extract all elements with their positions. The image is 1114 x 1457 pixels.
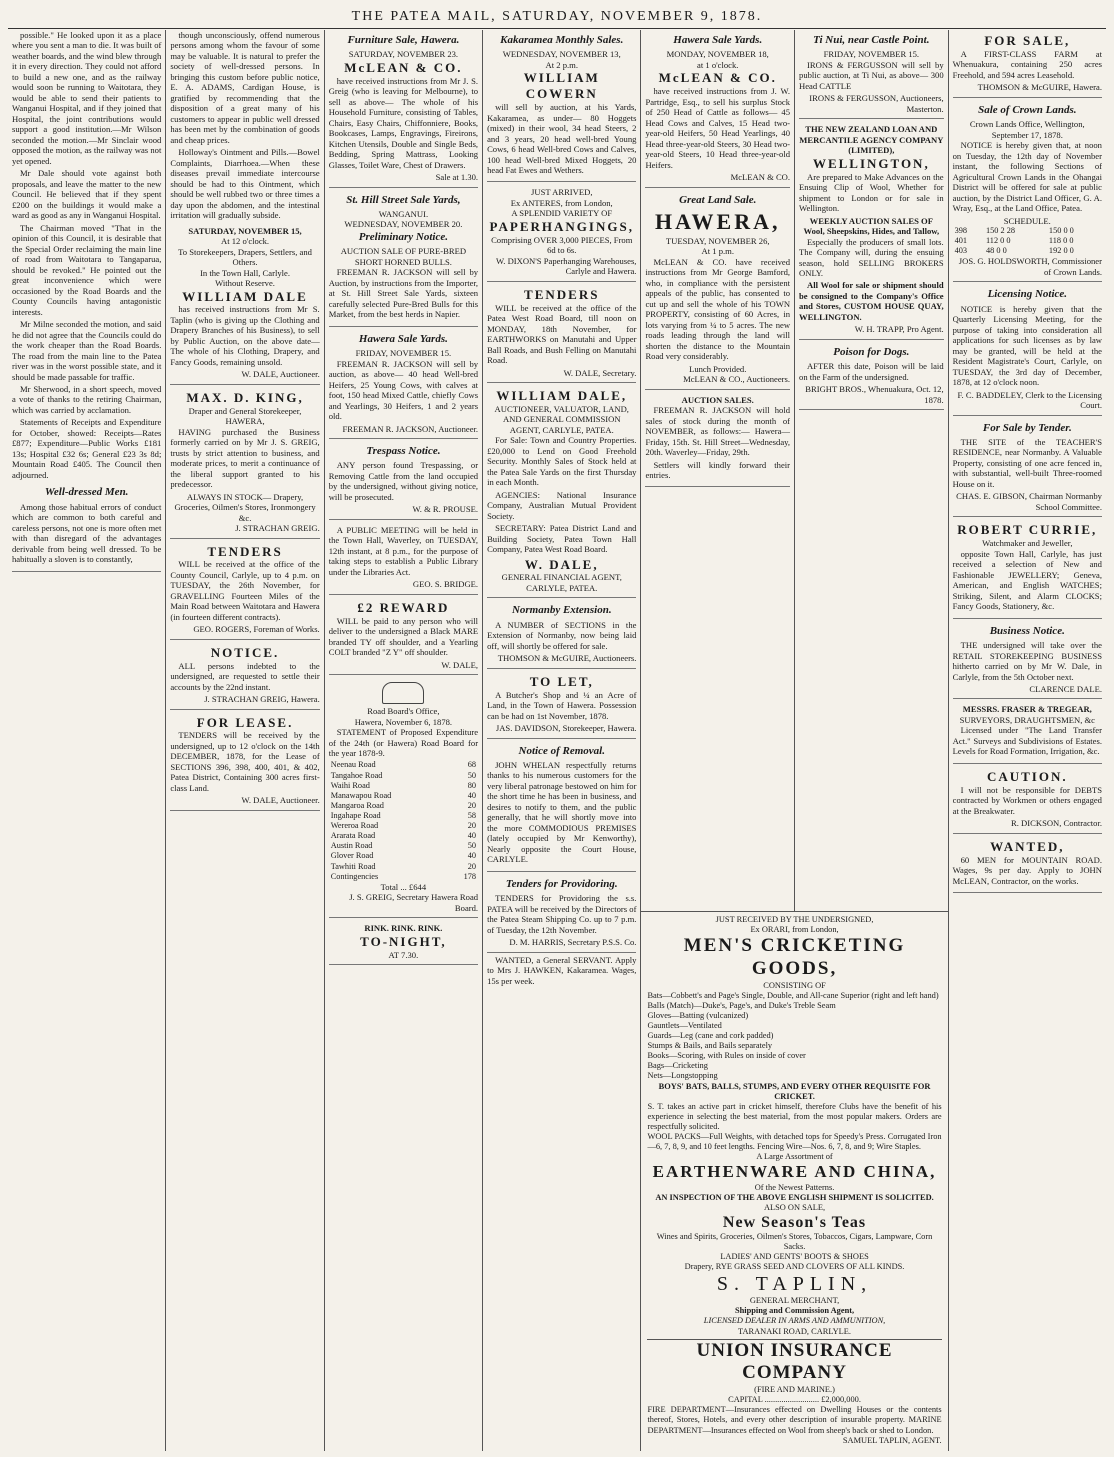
ad-heading: Business Notice. [989, 624, 1065, 637]
ad-heading: Sale of Crown Lands. [978, 103, 1077, 116]
ad-body: A PUBLIC MEETING will be held in the Town Hall, Waverley, on TUESDAY, 12th instant, at 8 p.m., for the purpose of taking steps to establish a Public Library under the Libraries Act. [328, 524, 479, 577]
ad-body: have received instructions from Mr J. S. Greig (who is leaving for Melbourne), to sell as above— The whole of his Household Furniture, consisting of Tables, Chairs, Easy Chairs, Chiffonniere, Books, Bookcases, Lamps, Engravings, Fireirons, Kitchen Utensils, Double and Single Beds, Bedding, Spring Mattrass, Looking Glasses, Toilet Ware, Chest of Drawers. [328, 75, 479, 170]
ad-body: I will not be responsible for DEBTS contracted by Workmen or others engaged at the Breakwater. [952, 784, 1102, 816]
ad-body: Comprising OVER 3,000 PIECES, From 6d to 6s. [491, 234, 633, 256]
column-3 [325, 30, 483, 1451]
column-2 [166, 30, 324, 1451]
ad-heading: Trespass Notice. [366, 445, 441, 458]
king-ad [170, 387, 319, 539]
ad-signature: W. DIXON'S Paperhanging Warehouses, Carlyle and Hawera. [495, 255, 637, 277]
great-land-sale-ad [645, 190, 790, 390]
ad-body: NOTICE is hereby given that, at noon on Tuesday, the 12th day of November instant, the following Sections of Agricultural Crown Lands in the Ohangai District will be offered for sale at public auction, by the District Land Officer, G. A. Wray, Esq., at the Land Office, Patea. [952, 140, 1102, 214]
banner-note: FIRE DEPARTMENT—Insurances effected on Dwelling Houses or the contents thereof, Stores, Hotels, and every other description of insurable property. MARINE DEPARTMENT—Insurances effected on Wool from sheep's back or shed to London. [647, 1405, 942, 1435]
ad-body: FREEMAN R. JACKSON will sell by auction, as above— 40 head Well-bred Heifers, 25 Young Cows, with calves at foot, 150 head Mixed Cattle, chiefly Cows and Yearlings, 30 Heifers, 1 and 2 years old. [328, 358, 479, 422]
dale-sale-ad [170, 223, 319, 385]
ad-heading: FOR LEASE. [196, 714, 294, 730]
caution-ad [953, 766, 1102, 834]
rink-ad [329, 920, 478, 965]
column-4 [483, 30, 641, 1451]
currie-ad [953, 519, 1102, 618]
ad-body: A Butcher's Shop and ¼ an Acre of Land, in the Town of Hawera. Possession can be had on 1st November, 1878. [487, 689, 637, 721]
road-name: Glover Road [330, 851, 374, 861]
ad-signature: W. DALE, Secretary. [563, 367, 637, 378]
ad-heading: Road Board's Office, [367, 706, 440, 717]
ad-signature: R. DICKSON, Contractor. [1011, 818, 1102, 829]
table-row [329, 872, 478, 882]
table-row [329, 771, 478, 781]
servant-ad: WANTED, a General SERVANT. Apply to Mrs J. HAWKEN, Kakaramea. Wages, 15s per week. [487, 954, 637, 986]
ad-body: SECRETARY: Patea District Land and Building Society, Patea Town Hall Company, Patea West Road Board. [487, 523, 637, 555]
ad-heading: FOR SALE, [984, 33, 1071, 48]
ad-feature: HAWERA, [654, 209, 781, 234]
banner-line: BOYS' BATS, BALLS, STUMPS, AND EVERY OTHER REQUISITE FOR CRICKET. [658, 1081, 931, 1101]
road-name: Neenau Road [330, 760, 376, 770]
ad-signature: GEO. ROGERS, Foreman of Works. [193, 624, 320, 635]
column-6 [795, 30, 948, 911]
ad-heading: Tenders for Providoring. [505, 877, 618, 890]
trespass-ad [329, 441, 478, 520]
road-amount: 50 [467, 841, 477, 851]
ad-body: WILL be received at the office of the Patea West Road Board, till noon on MONDAY, 18th November, for EARTHWORKS on Manutahi and Upper Ball Roads, and Bush Felling on Manutahi Road. [487, 302, 637, 366]
article-paragraph: Statements of Receipts and Expenditure for October, showed: Receipts—Rates £877; Expenditure—Public Works £181 13s; Hospital £32 6s; General £23 3s 8d; Mountain Road £405. The Council then adjourned. [12, 417, 162, 480]
auctioneer-name: WILLIAM COWERN [523, 70, 600, 102]
meeting-ad [329, 522, 478, 595]
schedule-cell: 150 0 0 [1048, 226, 1074, 236]
cricket-item: Guards—Leg (cane and cork padded) [647, 1031, 774, 1041]
auctioneer-name: McLEAN & CO. [344, 59, 463, 75]
paperhangings-ad [487, 184, 636, 281]
road-amount: 68 [467, 760, 477, 770]
cricket-item: Balls (Match)—Duke's, Page's, and Duke's Treble Seam [647, 1000, 836, 1010]
ad-signature: BRIGHT BROS., Whenuakura, Oct. 12, 1878. [805, 384, 944, 405]
ad-subheading: Ex ANTERES, from London, [510, 197, 613, 208]
cricket-item: Bats—Cobbett's and Page's Single, Double, and All-cane Superior (right and left hand) [647, 990, 939, 1000]
banner-wool: WOOL PACKS—Full Weights, with detached tops for Speedy's Press. Corrugated Iron—6, 7, 8, 9, and 10 feet lengths. Fencing Wire—Nos. 6, 7, 8, and 9; Wire Staples. [647, 1131, 942, 1152]
ad-signature: W. DALE, Auctioneer. [241, 369, 320, 380]
banner-note: S. T. takes an active part in cricket himself, therefore Clubs have the benefit of his experience in selecting the best material, from the most popular makers. Orders are respectfully solicited. [647, 1101, 942, 1131]
auctioneer-name: McLEAN & CO. [658, 70, 777, 86]
sale-time: At 1 p.m. [701, 246, 734, 257]
ad-heading: AUCTION SALES. [681, 394, 754, 405]
road-amount: 20 [467, 800, 477, 810]
ad-heading: Notice of Removal. [518, 744, 605, 757]
ad-heading: WANTED, [990, 838, 1065, 854]
ad-heading: Hawera Sale Yards. [673, 34, 763, 46]
road-name: Mangaroa Road [330, 800, 384, 810]
ad-heading: Preliminary Notice. [358, 230, 448, 243]
ad-body: IRONS & FERGUSSON will sell by public auction, at Ti Nui, as above— 300 Head CATTLE [799, 59, 944, 91]
ad-heading: NOTICE. [210, 644, 280, 660]
ad-signature: JAS. DAVIDSON, Storekeeper, Hawera. [495, 723, 637, 734]
ad-heading: Hawera Sale Yards. [358, 332, 448, 345]
ad-signature: THOMSON & McGUIRE, Auctioneers. [497, 653, 637, 664]
ad-subheading: Hawera, November 6, 1878. [354, 716, 453, 727]
schedule-cell: 403 [954, 246, 968, 256]
ad-signature: W. DALE, [441, 659, 479, 670]
stock-list: ALWAYS IN STOCK— Drapery, Groceries, Oilmen's Stores, Ironmongery &c. [174, 491, 316, 523]
expenditure-table [329, 760, 478, 881]
earthworks-tenders-ad [487, 284, 636, 383]
road-amount: 40 [467, 851, 477, 861]
ad-note: Lunch Provided. [689, 363, 747, 374]
ad-body: Are prepared to Make Advances on the Ensuing Clip of Wool, Whether for shipment to London or for sale in Wellington. [799, 171, 944, 214]
ad-body: McLEAN & CO. have received instructions from Mr George Bamford, who, in compliance with the persistent appeals of the public, has consented to cut up and sell the whole of his TOWN PROPERTY, consisting of 60 Acres, in lots varying from ¼ to 5 acres. The new roads leading through the land will shorten the distance to the Mountain Road very considerably. [645, 256, 791, 362]
schedule-cell: 192 0 0 [1048, 246, 1074, 256]
ad-subheading: WEEKLY AUCTION SALES OF Wool, Sheepskins, Hides, and Tallow, [803, 215, 940, 237]
table-row [329, 831, 478, 841]
banner-intro: JUST RECEIVED BY THE UNDERSIGNED, [715, 915, 874, 925]
st-hill-sale-ad [329, 190, 478, 327]
holloway-ad: Holloway's Ointment and Pills.—Bowel Complaints, Diarrhoea.—When these diseases prevail immediate intercourse should be had to this Ointment, which should be well rubbed two or three times a day upon the abdomen, and the intestinal irritation will gradually subside. [170, 147, 320, 221]
tender-sale-ad [953, 418, 1102, 518]
ad-body: FREEMAN R. JACKSON will hold sales of stock during the month of NOVEMBER, as follows:— Hawera—Friday, 15th. St. Hill Street—Wednesday, 20th. Waverley—Friday, 29th. [645, 405, 791, 458]
ad-heading: Licensing Notice. [987, 288, 1068, 301]
crown-lands-ad [953, 100, 1102, 283]
road-amount: 40 [467, 790, 477, 800]
banner-earthenware: EARTHENWARE AND CHINA, [652, 1162, 937, 1182]
banner-ship: Ex ORARI, from London, [750, 925, 839, 935]
ad-heading: MESSRS. FRASER & TREGEAR, [962, 704, 1092, 715]
notice-ad [170, 642, 319, 710]
ad-heading: Ti Nui, near Castle Point. [813, 34, 930, 46]
tenders-ad [170, 541, 319, 640]
sale-date: FRIDAY, NOVEMBER 15. [355, 348, 452, 359]
banner-union: UNION INSURANCE COMPANY [647, 1339, 941, 1386]
ad-time: AT 7.30. [388, 949, 419, 960]
ad-body: Especially the producers of small lots. The Company will, during the ensuing season, hold SELLING BROKERS ONLY. [799, 236, 944, 278]
business-subtitle: AUCTIONEER, VALUATOR, LAND, AND GENERAL COMMISSION AGENT, CARLYLE, PATEA. [494, 403, 629, 435]
business-name: ROBERT CURRIE, [957, 522, 1098, 538]
banner-line: A Large Assortment of [756, 1152, 833, 1162]
ad-subheading: Crown Lands Office, Wellington, September 17, 1878. [969, 119, 1085, 140]
ad-signature: JOS. G. HOLDSWORTH, Commissioner of Crown Lands. [958, 256, 1102, 277]
cricket-banner-ad [641, 911, 947, 1449]
ad-heading: CAUTION. [986, 768, 1068, 784]
column-1 [8, 30, 166, 1451]
sale-time: at 1 o'clock. [697, 59, 739, 70]
banner-taplin: S. TAPLIN, [716, 1273, 873, 1296]
ad-signature: D. M. HARRIS, Secretary P.S.S. Co. [509, 937, 637, 948]
article-paragraph: The Chairman moved "That in the opinion of this Council, it is desirable that the Special Order reclaiming the main line of road from Waitotara to Tangaparua, should be revoked." He pointed out the great inconvenience which were occasioned by the Road Boards and the County Councils having antagonistic interests. [12, 222, 162, 317]
ad-body: A FIRST-CLASS FARM at Whenuakura, containing 250 acres Freehold, and 594 acres Leasehold. [952, 48, 1102, 80]
lease-ad [170, 712, 319, 811]
table-row [329, 851, 478, 861]
ad-body: TENDERS will be received by the undersigned, up to 12 o'clock on the 14th DECEMBER, 1878, for the Lease of SECTIONS 396, 398, 400, 401, & 402, Patea District, Containing 300 acres first-class Land. [170, 730, 320, 793]
ad-body: opposite Town Hall, Carlyle, has just received a selection of New and Fashionable JEWELLERY; Geneva, American, and English WATCHES; Striking, Silent, and Alarm CLOCKS; Fancy Goods, Stationery, &c. [952, 548, 1102, 612]
ad-body: STATEMENT of Proposed Expenditure of the 24th (or Hawera) Road Board for the year 1878-9. [328, 727, 479, 758]
loan-agency-ad [799, 121, 944, 340]
road-name: Ingahape Road [330, 811, 381, 821]
schedule-cell: 48 0 0 [985, 246, 1007, 256]
schedule-cell: 112 0 0 [985, 236, 1011, 246]
table-row [329, 791, 478, 801]
road-amount: 50 [467, 770, 477, 780]
ad-heading: Furniture Sale, Hawera. [347, 34, 460, 46]
road-name: Contingencies [330, 871, 379, 881]
ad-body: Among those habitual errors of conduct which are common to both careful and careless persons, not one is more often met with than disregard of the advantages derivable from being well dressed. To be habitually a sloven is to constantly, [12, 501, 162, 565]
sale-reserve: Without Reserve. [215, 278, 275, 289]
road-amount: 178 [463, 871, 477, 881]
ti-nui-ad [799, 30, 944, 119]
banner-line: ALSO ON SALE, [763, 1202, 826, 1212]
sale-date: FRIDAY, NOVEMBER 15. [823, 49, 920, 60]
schedule-cell: 150 2 28 [985, 226, 1016, 236]
table-row [329, 821, 478, 831]
article-paragraph: though unconsciously, offend numerous persons among whom the favour of some may be valuable. It is natural to prefer the society of well-dressed persons. In bringing this custom before public notice, E. A. ADAMS, Cardigan House, is gratified by recommending that the disposition of a great many of his customers to appear in public well dressed has been met by the combination of goods and cheap prices. [170, 30, 320, 145]
hawera-yards-mclean-ad [645, 30, 790, 188]
ad-subheading: TO-NIGHT, [360, 933, 447, 949]
road-amount: 20 [467, 821, 477, 831]
ad-feature: PAPERHANGINGS, [489, 218, 634, 234]
dale-agent-ad [487, 385, 636, 598]
ad-signature: Sale at 1.30. [435, 172, 479, 183]
ad-signature: IRONS & FERGUSSON, Auctioneers, Masterton. [809, 93, 944, 114]
ad-signature: McLEAN & CO., Auctioneers. [683, 374, 791, 385]
schedule-cell: 401 [954, 236, 968, 246]
business-name: W. DALE, [524, 556, 599, 572]
road-name: Tawhiti Road [330, 861, 376, 871]
removal-ad [487, 741, 636, 872]
road-amount: 80 [467, 780, 477, 790]
ad-body: WILL be received at the office of the County Council, Carlyle, up to 4 p.m. on TUESDAY, the 26th November, for GRAVELLING Fourteen Miles of the Main Road between Waitotara and Hawera (in fourteen different contracts). [170, 559, 320, 622]
cricket-item: Bags—Cricketing [647, 1061, 708, 1071]
business-name: MAX. D. KING, [186, 389, 304, 405]
ad-body: 60 MEN for MOUNTAIN ROAD. Wages, 9s per day. Apply to JOHN McLEAN, Contractor, on the works. [952, 854, 1102, 886]
sale-date: MONDAY, NOVEMBER 18, [666, 49, 769, 60]
ad-signature: GEO. S. BRIDGE. [412, 579, 479, 590]
ad-signature: FREEMAN R. JACKSON, Auctioneer. [342, 423, 479, 434]
sale-audience: To Storekeepers, Drapers, Settlers, and Others. [178, 246, 312, 268]
sale-date: WEDNESDAY, NOVEMBER 20. [344, 219, 463, 230]
banner-line: (FIRE AND MARINE.) [754, 1385, 835, 1395]
road-amount: 40 [467, 831, 477, 841]
ad-body: FREEMAN R. JACKSON will sell by Auction, by instructions from the Importer, at St. Hill Street Sale Yards, sixteen carefully selected Pure-Bred Bulls for this Market, from the best herds in Napier. [328, 267, 479, 320]
article-paragraph: possible." He looked upon it as a place where you sent a man to die. It was built of weather boards, and the wind blew through it in every direction. They could not afford to build a new one, and as the railway would soon be running to Waitotara, they would be able to send their patients to Wanganui Hospital, and if they joined that Hospital, the joint contributions would support a good institution.—Mr Wilson seconded the motion.—Mr Sinclair wood opposed the motion, as the railway was not yet opened. [12, 30, 162, 166]
ad-heading: TENDERS [524, 286, 600, 302]
ad-signature: J. STRACHAN GREIG. [235, 523, 320, 534]
ad-signature: McLEAN & CO. [730, 172, 791, 183]
banner-capital: CAPITAL .......................... £2,000,000. [728, 1395, 861, 1405]
column-7 [949, 30, 1106, 1451]
schedule-cell: 398 [954, 226, 968, 236]
ad-body: NOTICE is hereby given that the Quarterly Licensing Meeting, for the purpose of taking into consideration all applications for such licenses as by law may be granted, will be held at the Resident Magistrate's Court, Carlyle, on TUESDAY, the 3rd day of December, 1878, at 12 o'clock noon. [952, 303, 1102, 388]
ad-body: Settlers will kindly forward their entries. [645, 459, 791, 480]
ad-body: A NUMBER of SECTIONS in the Extension of Normanby, now being laid off, will shortly be offered for sale. [487, 619, 637, 651]
providoring-ad [487, 874, 636, 953]
article-paragraph: Mr Milne seconded the motion, and said he did not agree that the Councils could do the work cheaper than the Road Boards. The road from the main line to the Patea river was in the worst possible state, and it should be made passable for traffic. [12, 319, 162, 382]
auctioneer-name: WILLIAM DALE [182, 288, 308, 304]
road-amount: 20 [467, 861, 477, 871]
table-row [329, 862, 478, 872]
table-row [329, 781, 478, 791]
kakaramea-sale-ad [487, 30, 636, 182]
banner-subtitle: CONSISTING OF [763, 980, 826, 990]
banner-line: Shipping and Commission Agent, [734, 1306, 855, 1316]
road-name: Manawapou Road [330, 790, 392, 800]
schedule-table [953, 226, 1102, 256]
table-row [953, 226, 1102, 236]
ad-body: Licensed under "The Land Transfer Act." Surveys and Subdivisions of Estates. Levels for Road Formation, Irrigation, &c. [952, 725, 1102, 757]
cricket-item: Books—Scoring, with Rules on inside of cover [647, 1051, 806, 1061]
cricket-item: Nets—Longstopping [647, 1071, 718, 1081]
ad-heading: Kakaramea Monthly Sales. [500, 34, 624, 46]
ad-body: AGENCIES: National Insurance Company, Australian Mutual Provident Society. [487, 489, 637, 521]
wanted-men-ad [953, 836, 1102, 893]
cricket-item: Stumps & Bails, and Bails separately [647, 1041, 773, 1051]
ad-body: For Sale: Town and Country Properties. £20,000 to Lend on Good Freehold Security. Monthly Sales of Stock held at the Patea Sale Yards on the first Thursday in each Month. [487, 435, 637, 488]
ad-signature: W. DALE, Auctioneer. [241, 795, 320, 806]
road-name: Wereroa Road [330, 821, 379, 831]
road-amount: 58 [467, 811, 477, 821]
cricket-item: Gauntlets—Ventilated [647, 1021, 722, 1031]
ad-signature: CLARENCE DALE. [1029, 683, 1102, 694]
article-paragraph: Mr Dale should vote against both proposals, and leave the matter to the new Council. He believed that if they spent £200 on the buildings it would make a ward as good as any in Wanganui Hospital. [12, 168, 162, 221]
banner-line: LICENSED DEALER IN ARMS AND AMMUNITION, [703, 1316, 886, 1326]
ad-heading: £2 REWARD [357, 599, 450, 615]
ad-heading: Poison for Dogs. [833, 345, 910, 358]
auction-sales-ad [645, 392, 790, 488]
schedule-heading: SCHEDULE. [1003, 215, 1051, 226]
table-row [953, 246, 1102, 256]
ad-heading: JUST ARRIVED, [531, 187, 593, 198]
sale-title: AUCTION SALE OF PURE-BRED SHORT HORNED BULLS. [340, 246, 467, 267]
cricket-item: Gloves—Batting (vulcanized) [647, 1011, 749, 1020]
banner-line: AN INSPECTION OF THE ABOVE ENGLISH SHIPMENT IS SOLICITED. [655, 1192, 934, 1202]
sale-date: SATURDAY, NOVEMBER 15, [188, 225, 302, 236]
ad-heading: For Sale by Tender. [982, 421, 1072, 434]
ad-heading: TENDERS [207, 543, 283, 559]
sale-date: TUESDAY, NOVEMBER 26, [665, 235, 770, 246]
reward-ad [329, 597, 478, 675]
ad-body: JOHN WHELAN respectfully returns thanks to his numerous customers for the very liberal patronage bestowed on him for the short time he has been in business, and desires to notify to them, and the public generally, that he will shortly move into the more COMMODIOUS PREMISES (lately occupied by Mr Kenworthy), Nearly opposite the Court House, CARLYLE. [487, 760, 637, 865]
ad-body: TENDERS for Providoring the s.s. PATEA will be received by the Directors of the Patea Steam Shipping Co. up to 7 p.m. of Tuesday, the 12th November. [487, 893, 637, 935]
column-5 [641, 30, 795, 911]
banner-teas: New Season's Teas [722, 1213, 867, 1231]
ad-body: THE SITE of the TEACHER'S RESIDENCE, near Normanby. A Valuable Property, consisting of one acre fenced in, with substantial, well-built Three-roomed House on it. [952, 437, 1102, 489]
road-name: Austin Road [330, 841, 373, 851]
banner-line: Of the Newest Patterns. [754, 1182, 835, 1192]
well-dressed-ad [12, 482, 161, 571]
article-paragraph: Mr Sherwood, in a short speech, moved a vote of thanks to the retiring Chairman, which was carried by acclamation. [12, 383, 162, 415]
sale-time: At 2 p.m. [545, 59, 578, 70]
business-name: WILLIAM DALE, [496, 387, 628, 403]
banner-line: Drapery, RYE GRASS SEED AND CLOVERS OF ALL KINDS. [684, 1262, 905, 1272]
sale-date: WEDNESDAY, NOVEMBER 13, [502, 49, 621, 60]
ad-signature: J. S. GREIG, Secretary Hawera Road Board. [349, 892, 479, 913]
crest-emblem [382, 682, 424, 704]
schedule-cell: 118 0 0 [1048, 236, 1074, 246]
hawera-yards-ad [329, 329, 478, 439]
ad-signature: J. STRACHAN GREIG, Hawera. [204, 694, 320, 705]
business-notice-ad [953, 621, 1102, 700]
ad-signature: F. C. BADDELEY, Clerk to the Licensing Court. [957, 389, 1102, 411]
ad-body: All Wool for sale or shipment should be consigned to the Company's Office and Stores, CUSTOM HOUSE QUAY, WELLINGTON. [799, 280, 944, 322]
ad-signature: CHAS. E. GIBSON, Chairman Normanby School Committee. [956, 491, 1102, 512]
to-let-ad [487, 671, 636, 739]
ad-subheading: SURVEYORS, DRAUGHTSMEN, &c [959, 714, 1095, 725]
banner-line: LADIES' AND GENTS' BOOTS & SHOES [720, 1252, 869, 1262]
ad-heading: RINK. RINK. RINK. [364, 923, 443, 934]
business-subtitle: Watchmaker and Jeweller, [982, 538, 1073, 549]
ad-body: will sell by auction, at his Yards, Kakaramea, as under— 80 Hoggets (mixed) in their wool, 34 head Steers, 2 and 3 years, 20 head well-bred Young Cows, 6 head Well-bred Cows and Calves, 100 head Well-bred Mixed Hoggets, 20 head Fat Ewes and Wethers. [487, 102, 637, 175]
sale-date: SATURDAY, NOVEMBER 23. [348, 49, 459, 60]
business-subtitle: GENERAL FINANCIAL AGENT, CARLYLE, PATEA. [501, 572, 622, 593]
ad-heading: Well-dressed Men. [44, 486, 129, 499]
road-name: Ararata Road [330, 831, 376, 841]
table-row [953, 236, 1102, 246]
ad-body: AFTER this date, Poison will be laid on the Farm of the undersigned. [799, 361, 944, 382]
ad-feature: WELLINGTON, [812, 155, 930, 171]
road-board-ad [329, 677, 478, 918]
ad-heading: Great Land Sale. [679, 193, 757, 206]
licensing-ad [953, 284, 1102, 415]
expenditure-total: Total ... £644 [380, 881, 427, 892]
banner-line: TARANAKI ROAD, CARLYLE. [738, 1326, 851, 1336]
banner-agent: SAMUEL TAPLIN, AGENT. [842, 1435, 942, 1445]
sale-time: At 12 o'clock. [220, 236, 270, 247]
banner-line: GENERAL MERCHANT, [749, 1296, 840, 1306]
table-row [329, 801, 478, 811]
road-name: Tangahoe Road [330, 770, 383, 780]
business-subtitle: Draper and General Storekeeper, HAWERA, [188, 405, 302, 427]
ad-signature: THOMSON & McGUIRE, Hawera. [977, 82, 1102, 93]
road-name: Waihi Road [330, 780, 370, 790]
column-5-6 [641, 30, 948, 1451]
farm-sale-ad [953, 30, 1102, 98]
poison-ad [799, 342, 944, 410]
ad-heading: St. Hill Street Sale Yards, [346, 193, 461, 206]
ad-body: ANY person found Trespassing, or Removing Cattle from the land occupied by the undersigned, without giving notice, will be prosecuted. [328, 460, 479, 502]
table-row [329, 841, 478, 851]
table-row [329, 760, 478, 770]
ad-heading: TO LET, [529, 673, 594, 689]
ad-body: ALL persons indebted to the undersigned, are requested to settle their accounts by the 22nd instant. [170, 660, 320, 692]
ad-body: HAVING purchased the Business formerly carried on by Mr J. S. GREIG, trusts by strict attention to business, and moderate prices, to merit a continuance of the liberal support granted to his predecessor. [170, 426, 320, 490]
ad-subheading: WANGANUI. [378, 209, 429, 219]
ad-body: has received instructions from Mr S. Taplin (who is giving up the Clothing and Drapery Branches of his Business), to sell by Public Auction, on the above date— The whole of his Clothing, Drapery, and Fancy Goods, remaining unsold. [170, 304, 320, 367]
banner-title: MEN'S CRICKETING GOODS, [683, 935, 906, 979]
table-row [329, 811, 478, 821]
banner-line: Wines and Spirits, Groceries, Oilmen's Stores, Tobaccos, Cigars, Lampware, Corn Sacks. [656, 1231, 933, 1252]
sale-place: In the Town Hall, Carlyle. [200, 267, 290, 278]
surveyors-ad [953, 701, 1102, 763]
ad-body: WILL be paid to any person who will deliver to the undersigned a Black MARE branded TY off shoulder, and a Yearling COLT branded "Z Y" off shoulder. [328, 615, 479, 658]
furniture-sale-ad [329, 30, 478, 188]
ad-body: A SPLENDID VARIETY OF [511, 208, 613, 219]
ad-signature: W. & R. PROUSE. [412, 504, 479, 515]
ad-heading: Normanby Extension. [511, 604, 612, 617]
normanby-ad [487, 600, 636, 668]
ad-body: have received instructions from J. W. Partridge, Esq., to sell his surplus Stock of 250 Head of Cattle as follows— 45 Head Cows and Calves, 15 Head two-year-old Heifers, 50 Head Yearlings, 40 Head three-year-old Steers, 30 Head two-year-old Steers, 10 Head three-year-old Heifers. [645, 86, 791, 170]
ad-body: THE undersigned will take over the RETAIL STOREKEEPING BUSINESS hitherto carried on by Mr W. Dale, in Carlyle, from the 5th October next. [952, 640, 1102, 682]
cricket-items-list [647, 991, 941, 1082]
masthead: THE PATEA MAIL, SATURDAY, NOVEMBER 9, 1878. [8, 6, 1106, 29]
ad-signature: W. H. TRAPP, Pro Agent. [854, 324, 944, 335]
ad-heading: THE NEW ZEALAND LOAN AND MERCANTILE AGENCY COMPANY (LIMITED), [799, 124, 944, 156]
